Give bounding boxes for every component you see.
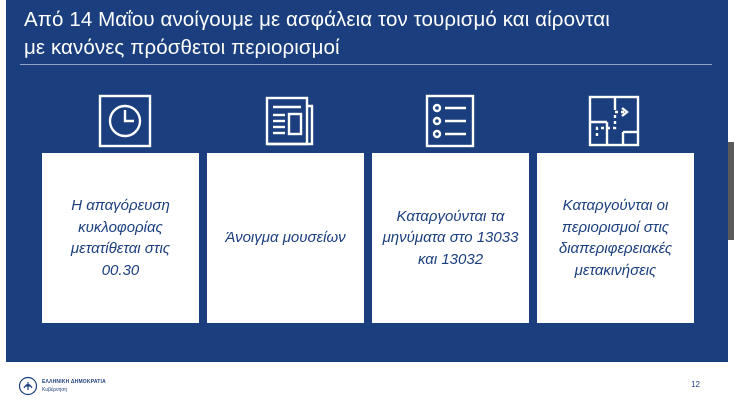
info-card-curfew	[42, 153, 199, 323]
slide-footer	[0, 362, 734, 408]
slide-title-line-1: Από 14 Μαΐου ανοίγουμε με ασφάλεια τον τουρισμό και αίρονται	[24, 8, 610, 31]
slide-panel	[6, 0, 728, 362]
card-text: Άνοιγμα μουσείων	[225, 229, 346, 247]
info-card-travel	[537, 153, 694, 323]
card-text: Καταργούνται τα μηνύματα στο 13033 και 13032	[382, 207, 519, 268]
footer-org-name: ΕΛΛΗΝΙΚΗ ΔΗΜΟΚΡΑΤΙΑ	[42, 379, 106, 385]
card-text: Καταργούνται οι περιορισμοί στις διαπεριφερειακές μετακινήσεις	[558, 197, 673, 279]
slide-title	[24, 6, 714, 62]
newspaper-icon	[259, 92, 317, 150]
footer-department: Κυβέρνηση	[42, 387, 68, 393]
checklist-icon	[421, 92, 479, 150]
clock-icon	[96, 92, 154, 150]
window-edge-tab	[728, 142, 734, 240]
slide-title-line-2: με κανόνες πρόσθετοι περιορισμοί	[24, 36, 340, 59]
page-number: 12	[691, 380, 700, 389]
government-emblem-icon	[18, 376, 38, 396]
info-card-sms	[372, 153, 529, 323]
title-divider	[20, 64, 712, 65]
info-card-museums	[207, 153, 364, 323]
floorplan-route-icon	[585, 92, 643, 150]
card-text: Η απαγόρευση κυκλοφορίας μετατίθεται στις 00.30	[70, 197, 171, 279]
